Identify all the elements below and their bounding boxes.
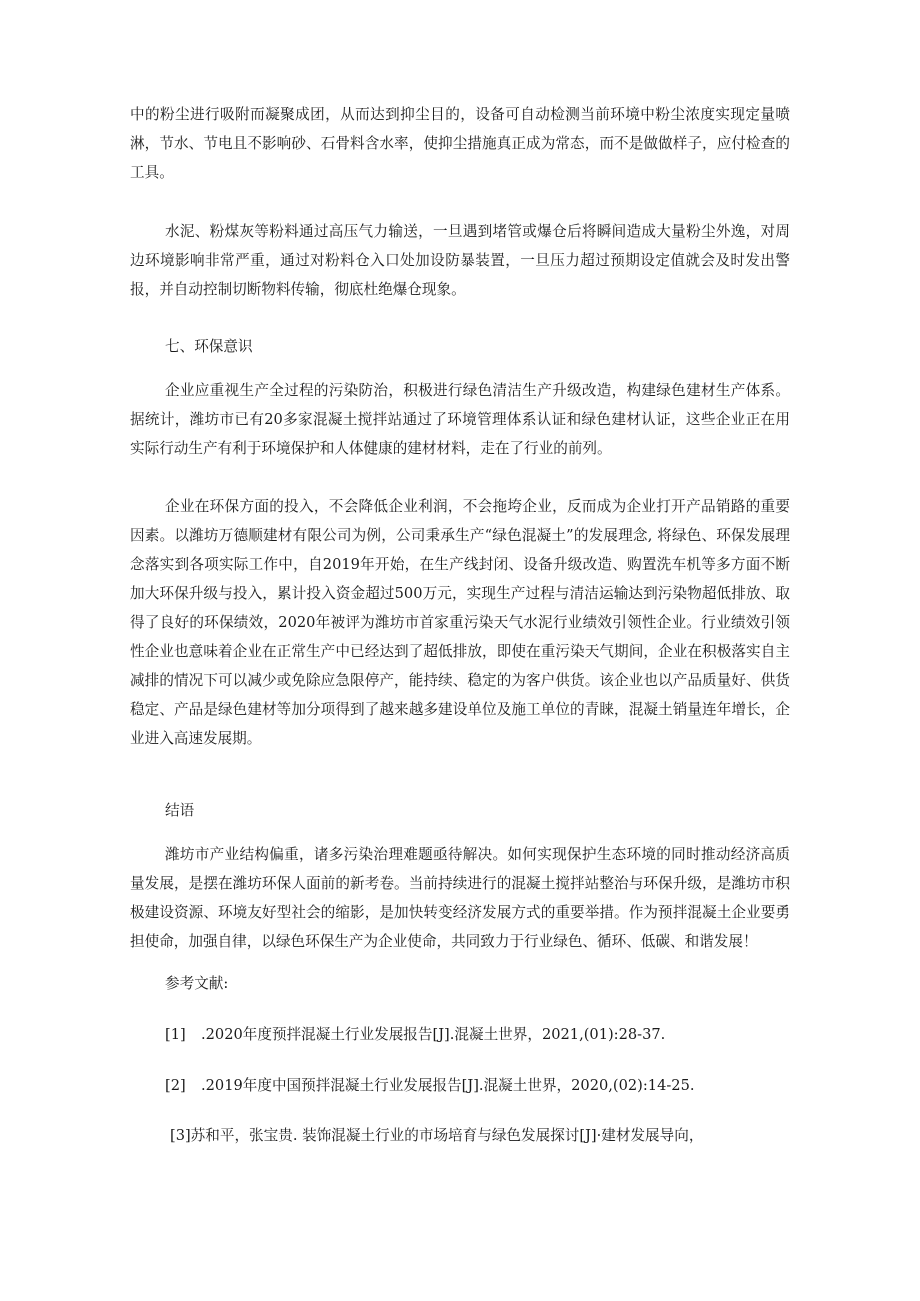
reference-item [165, 1020, 790, 1049]
reference-number: [2] [165, 1077, 186, 1094]
reference-number: [1] [165, 1026, 186, 1043]
reference-text: .2019年度中国预拌混凝土行业发展报告[J].混凝土世界，2020,(02):14-25. [201, 1077, 695, 1094]
paragraph-powder-transport: 水泥、粉煤灰等粉料通过高压气力输送，一旦遇到堵管或爆仓后将瞬间造成大量粉尘外逸，对周边环境影响非常严重，通过对粉料仓入口处加设防暴装置，一旦压力超过预期设定值就会及时发出警报，并自动控制切断物料传输，彻底杜绝爆仓现象。 [130, 223, 790, 298]
reference-text: [3]苏和平，张宝贵. 装饰混凝土行业的市场培育与绿色发展探讨[J]·建材发展导向， [170, 1127, 704, 1144]
reference-item [170, 1121, 790, 1150]
references-heading: 参考文献: [165, 975, 229, 992]
reference-text: .2020年度预拌混凝土行业发展报告[J].混凝土世界，2021,(01):28-37. [201, 1026, 666, 1043]
paragraph-dust-suppression: 中的粉尘进行吸附而凝聚成团，从而达到抑尘目的，设备可自动检测当前环境中粉尘浓度实现定量喷淋，节水、节电且不影响砂、石骨料含水率，使抑尘措施真正成为常态，而不是做做样子，应付检查的工具。 [130, 106, 790, 181]
section-heading-environmental-awareness: 七、环保意识 [165, 338, 253, 355]
paragraph-environmental-investment: 企业在环保方面的投入，不会降低企业利润，不会拖垮企业，反而成为企业打开产品销路的重要因素。以潍坊万德顺建材有限公司为例，公司秉承生产“绿色混凝土”的发展理念, 将绿色、环保发展理念落实到各项实际工作中，自2019年开始，在生产线封闭、设备升级改造、购置洗车机等多方面不断加大环保升级与投入，累计投入资金超过500万元，实现生产过程与清洁运输达到污染物超低排放、取得了良好的环保绩效，2020年被评为潍坊市首家重污染天气水泥行业绩效引领性企业。行业绩效引领性企业也意味着企业在正常生产中已经达到了超低排放，即使在重污染天气期间，企业在积极落实自主减排的情况下可以减少或免除应急限停产，能持续、稳定的为客户供货。该企业也以产品质量好、供货稳定、产品是绿色建材等加分项得到了越来越多建设单位及施工单位的青睐，混凝土销量连年增长，企业进入高速发展期。 [130, 498, 790, 747]
paragraph-pollution-prevention: 企业应重视生产全过程的污染防治，积极进行绿色清洁生产升级改造，构建绿色建材生产体系。据统计，潍坊市已有20多家混凝土搅拌站通过了环境管理体系认证和绿色建材认证，这些企业正在用实际行动生产有利于环境保护和人体健康的建材材料，走在了行业的前列。 [130, 382, 790, 457]
reference-item [165, 1071, 790, 1100]
paragraph-conclusion: 潍坊市产业结构偏重，诸多污染治理难题亟待解决。如何实现保护生态环境的同时推动经济高质量发展，是摆在潍坊环保人面前的新考卷。当前持续进行的混凝土搅拌站整治与环保升级，是潍坊市积极建设资源、环境友好型社会的缩影，是加快转变经济发展方式的重要举措。作为预拌混凝土企业要勇担使命，加强自律，以绿色环保生产为企业使命，共同致力于行业绿色、循环、低碳、和谐发展！ [130, 846, 790, 950]
section-heading-conclusion: 结语 [165, 802, 195, 819]
